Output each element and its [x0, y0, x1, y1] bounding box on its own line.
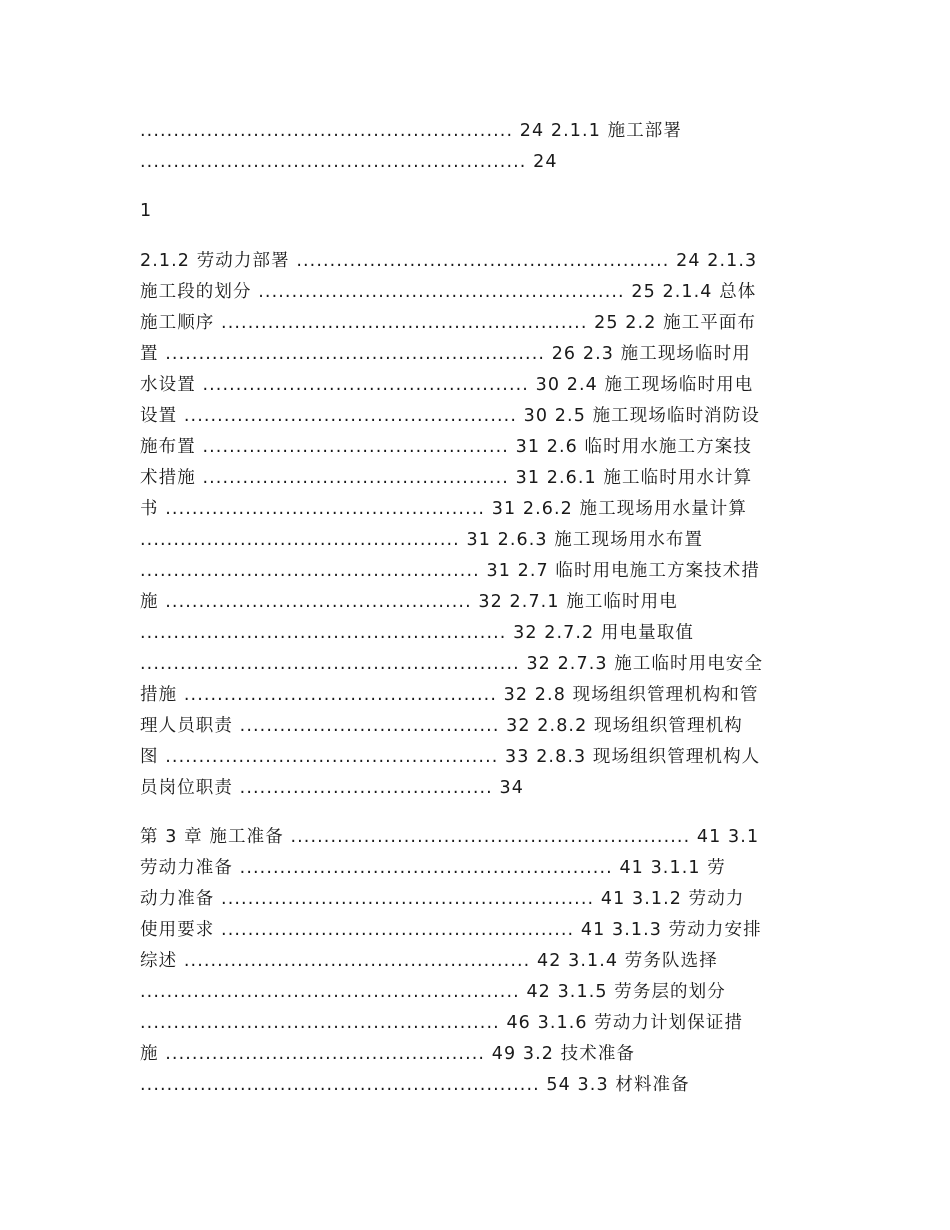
toc-line: 劳动力准备 ........................................................ 41 3.1.1 劳 [140, 858, 726, 878]
toc-line: 施工顺序 ....................................................... 25 2.2 施工平面布 [140, 313, 757, 333]
toc-line: 理人员职责 ....................................... 32 2.8.2 现场组织管理机构 [140, 716, 743, 736]
toc-line: ........................................................ 24 2.1.1 施工部署 [140, 121, 682, 141]
toc-line: ................................................ 31 2.6.3 施工现场用水布置 [140, 530, 704, 550]
page-number: 1 [140, 201, 153, 221]
toc-line: 施 .............................................. 32 2.7.1 施工临时用电 [140, 592, 678, 612]
toc-line: 术措施 .............................................. 31 2.6.1 施工临时用水计算 [140, 468, 753, 488]
toc-line: ............................................................ 54 3.3 材料准备 [140, 1075, 690, 1095]
toc-line: 水设置 ................................................. 30 2.4 施工现场临时用电 [140, 375, 754, 395]
toc-line: 第 3 章 施工准备 ............................................................ 41 3.1 [140, 827, 760, 847]
toc-line: .......................................................... 24 [140, 152, 558, 172]
toc-line: 施布置 .............................................. 31 2.6 临时用水施工方案技 [140, 437, 752, 457]
toc-line: 书 ................................................ 31 2.6.2 施工现场用水量计算 [140, 499, 747, 519]
toc-line: 施工段的划分 ....................................................... 25 2.1.4 总体 [140, 282, 757, 302]
toc-line: 使用要求 ..................................................... 41 3.1.3 劳动力安排 [140, 920, 762, 940]
toc-line: ....................................................... 32 2.7.2 用电量取值 [140, 623, 694, 643]
toc-line: 设置 .................................................. 30 2.5 施工现场临时消防设 [140, 406, 760, 426]
toc-line: 综述 .................................................... 42 3.1.4 劳务队选择 [140, 951, 718, 971]
toc-line: 2.1.2 劳动力部署 ........................................................ 24 2.1.3 [140, 251, 758, 271]
toc-line: ......................................................... 42 3.1.5 劳务层的划分 [140, 982, 726, 1002]
toc-line: 措施 ............................................... 32 2.8 现场组织管理机构和管 [140, 685, 759, 705]
toc-line: ......................................................... 32 2.7.3 施工临时用电安全 [140, 654, 764, 674]
toc-line: 施 ................................................ 49 3.2 技术准备 [140, 1044, 636, 1064]
toc-line: 动力准备 ........................................................ 41 3.1.2 劳动力 [140, 889, 745, 909]
toc-line: 置 ......................................................... 26 2.3 施工现场临时用 [140, 344, 751, 364]
toc-line: ................................................... 31 2.7 临时用电施工方案技术措 [140, 561, 760, 581]
toc-line: 图 .................................................. 33 2.8.3 现场组织管理机构人 [140, 747, 761, 767]
toc-line: 员岗位职责 ...................................... 34 [140, 778, 524, 798]
toc-line: ...................................................... 46 3.1.6 劳动力计划保证措 [140, 1013, 744, 1033]
